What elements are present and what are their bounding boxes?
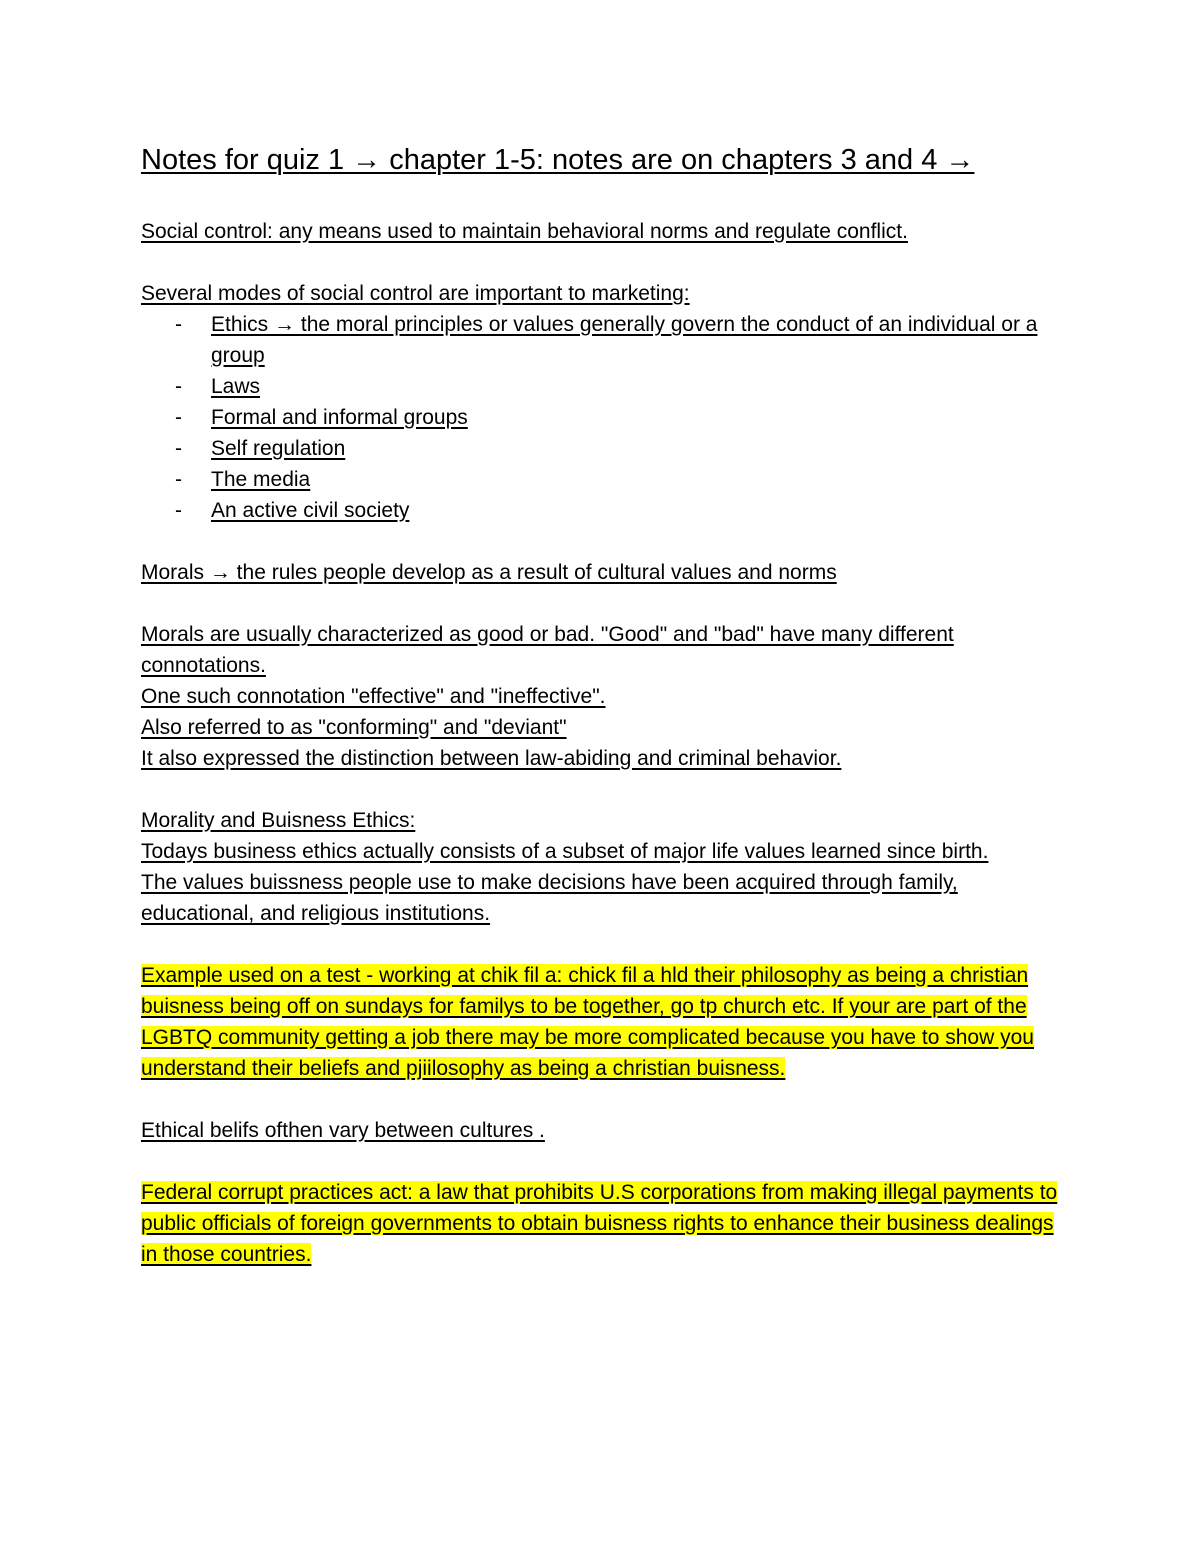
bullet-dash: - [175,499,182,522]
morals-line: Morals are usually characterized as good or bad. "Good" and "bad" have many different connotations. [141,623,954,677]
list-item-text: Formal and informal groups [211,406,468,429]
spacer [141,1146,1071,1177]
spacer [141,929,1071,960]
fcpa-highlight: Federal corrupt practices act: a law that prohibits U.S corporations from making illegal payments to public officials of foreign governments to obtain buisness rights to enhance their business dealings in those countries. [141,1181,1058,1266]
bullet-dash: - [175,437,182,460]
bullet-dash: - [175,375,182,398]
list-item [141,371,1071,402]
spacer [141,247,1071,278]
morals-line: One such connotation "effective" and "ineffective". [141,685,606,708]
fcpa-paragraph [141,1177,1071,1270]
list-item [141,402,1071,433]
bullet-dash: - [175,406,182,429]
page-title: Notes for quiz 1 → chapter 1-5: notes are on chapters 3 and 4 → [141,144,975,176]
ethical-beliefs-note: Ethical belifs ofthen vary between cultures . [141,1119,545,1142]
morals-line: It also expressed the distinction between law-abiding and criminal behavior. [141,747,842,770]
spacer [141,1084,1071,1115]
modes-heading: Several modes of social control are important to marketing: [141,282,690,305]
list-item [141,433,1071,464]
social-control-definition: Social control: any means used to maintain behavioral norms and regulate conflict. [141,220,908,243]
bullet-dash: - [175,468,182,491]
list-item-text: Self regulation [211,437,346,460]
list-item [141,464,1071,495]
morals-definition: Morals → the rules people develop as a result of cultural values and norms [141,561,837,584]
list-item [141,309,1071,371]
list-item-text: The media [211,468,311,491]
morality-line: The values buissness people use to make decisions have been acquired through family, educational, and religious institutions. [141,871,958,925]
morals-line: Also referred to as "conforming" and "deviant" [141,716,567,739]
spacer [141,774,1071,805]
morality-line: Todays business ethics actually consists of a subset of major life values learned since birth. [141,840,989,863]
spacer [141,588,1071,619]
list-item-text: An active civil society [211,499,410,522]
example-highlight: Example used on a test - working at chik fil a: chick fil a hld their philosophy as being a christian buisness being off on sundays for familys to be together, go tp church etc. If your are part of the LGBTQ community getting a job there may be more complicated because you have to show you understand their beliefs and pjiilosophy as being a christian buisness. [141,964,1034,1080]
spacer [141,526,1071,557]
document-page [141,140,1071,1270]
list-item-text: Laws [211,375,261,398]
morality-heading: Morality and Buisness Ethics: [141,809,416,832]
spacer [141,180,1071,216]
bullet-dash: - [175,313,182,336]
modes-list [141,309,1071,526]
list-item-text: Ethics → the moral principles or values generally govern the conduct of an individual or a group [211,313,1038,367]
example-paragraph [141,960,1071,1084]
list-item [141,495,1071,526]
